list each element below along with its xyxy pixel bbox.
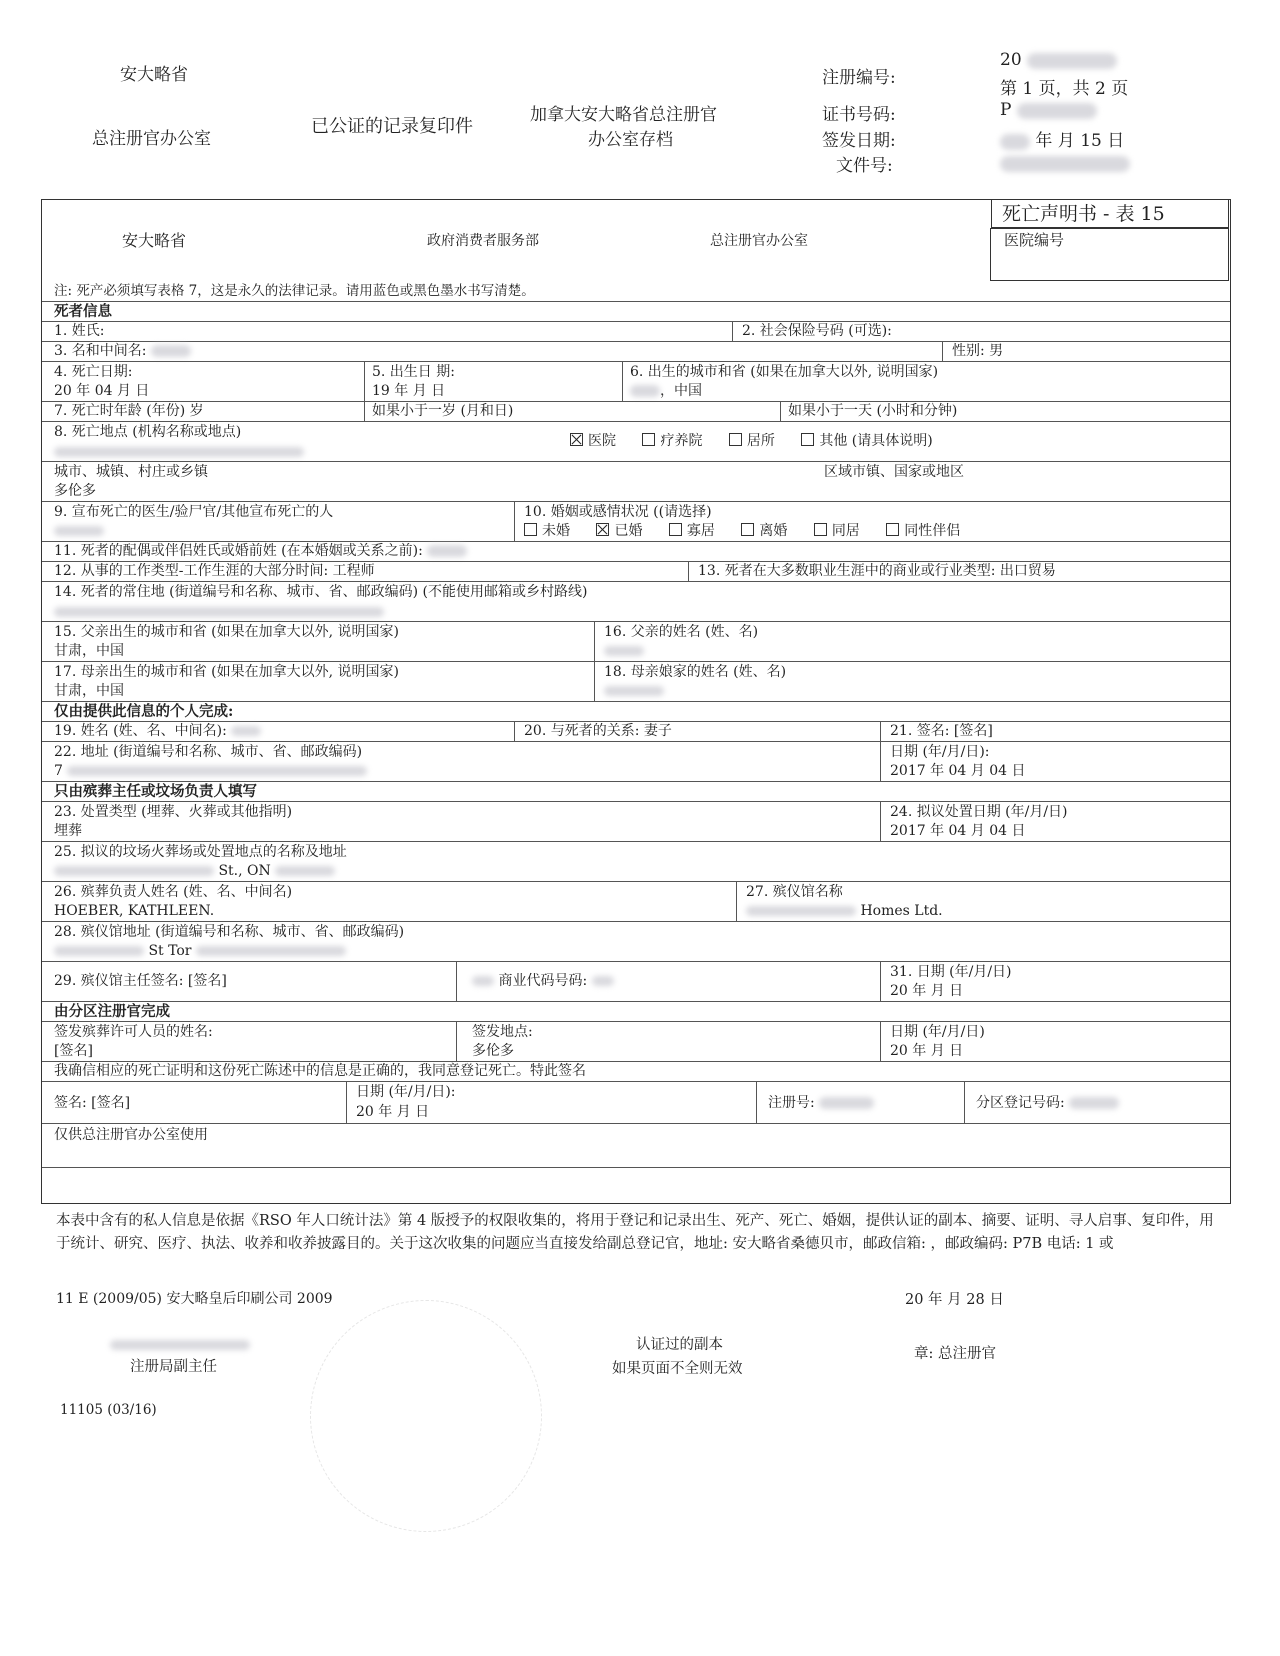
director-name-value: HOEBER, KATHLEEN. bbox=[54, 903, 215, 919]
father-birthplace-value: 甘肃，中国 bbox=[54, 643, 124, 659]
certification-date: 20 年 月 28 日 bbox=[905, 1292, 1004, 1308]
pronouncer-redacted bbox=[54, 522, 104, 541]
row-mother bbox=[42, 661, 1230, 701]
field-funeral-home-address: 28. 殡仪馆地址 (街道编号和名称、城市、省、邮政编码) bbox=[54, 924, 405, 940]
form-title: 死亡声明书 - 表 15 bbox=[1002, 203, 1165, 225]
father-name-redacted bbox=[604, 642, 644, 661]
archive-line-1: 加拿大安大略省总注册官 bbox=[530, 105, 717, 125]
printer-line: 11 E (2009/05) 安大略皇后印刷公司 2009 bbox=[56, 1291, 333, 1307]
row-issuer bbox=[42, 1021, 1230, 1061]
row-occupation bbox=[42, 561, 1230, 581]
field-informant-address: 22. 地址 (街道编号和名称、城市、省、邮政编码) bbox=[54, 744, 363, 760]
issue-date-label: 签发日期: bbox=[822, 131, 896, 151]
row-informant-address bbox=[42, 741, 1230, 781]
issue-date-form-value: 20 年 月 日 bbox=[890, 1043, 964, 1059]
field-birth-date: 5. 出生日 期: bbox=[372, 364, 455, 380]
row-city bbox=[42, 461, 1230, 501]
option-nursing-home: 疗养院 bbox=[642, 433, 702, 449]
section-funeral-title: 只由殡葬主任或坟场负责人填写 bbox=[54, 783, 257, 800]
mother-birthplace-value: 甘肃，中国 bbox=[54, 683, 124, 699]
field-disposition: 23. 处置类型 (埋葬、火葬或其他指明) bbox=[54, 804, 293, 820]
page-count: 第 1 页，共 2 页 bbox=[1000, 79, 1129, 99]
row-pronouncer bbox=[42, 501, 1230, 541]
field-residence: 14. 死者的常住地 (街道编号和名称、城市、省、邮政编码) (不能使用邮箱或乡村路线) bbox=[54, 584, 588, 600]
seal-label: 章: 总注册官 bbox=[914, 1346, 996, 1362]
death-date-value: 20 年 04 月 日 bbox=[54, 383, 150, 399]
option-same-sex: 同性伴侣 bbox=[886, 523, 960, 539]
field-age-hours: 如果小于一天 (小时和分钟) bbox=[788, 403, 958, 419]
field-pronouncer: 9. 宣布死亡的医生/验尸官/其他宣布死亡的人 bbox=[54, 504, 334, 520]
field-issuer: 签发殡葬许可人员的姓名: bbox=[54, 1024, 213, 1040]
archive-line-2: 办公室存档 bbox=[588, 130, 673, 150]
cemetery-value: St., ON bbox=[54, 862, 335, 881]
registrar-date-value: 20 年 月 日 bbox=[356, 1104, 430, 1120]
funeral-home-value: Homes Ltd. bbox=[746, 902, 943, 921]
residence-redacted bbox=[54, 603, 384, 622]
row-funeral-home-address bbox=[42, 921, 1230, 961]
row-spouse bbox=[42, 541, 1230, 561]
certified-copy-label: 认证过的副本 bbox=[636, 1337, 723, 1353]
informant-address-value: 7 bbox=[54, 762, 367, 781]
field-given-name: 3. 名和中间名: bbox=[54, 342, 191, 361]
place-options bbox=[570, 432, 955, 451]
row-residence bbox=[42, 581, 1230, 621]
file-no-redacted bbox=[1000, 153, 1130, 172]
office-use-label: 仅供总注册官办公室使用 bbox=[54, 1127, 208, 1143]
disposition-date-value: 2017 年 04 月 04 日 bbox=[890, 823, 1026, 839]
field-surname: 1. 姓氏: bbox=[54, 323, 105, 339]
field-division-reg-no: 分区登记号码: bbox=[976, 1094, 1119, 1113]
row-given-name bbox=[42, 341, 1230, 361]
embossed-seal bbox=[310, 1300, 542, 1532]
field-cemetery: 25. 拟议的坟场火葬场或处置地点的名称及地址 bbox=[54, 844, 347, 860]
form-ministry: 政府消费者服务部 bbox=[427, 233, 539, 249]
field-informant-name: 19. 姓名 (姓、名、中间名): bbox=[54, 722, 261, 741]
row-age bbox=[42, 401, 1230, 421]
field-age: 7. 死亡时年龄 (年份) 岁 bbox=[54, 403, 204, 419]
invalid-notice: 如果页面不全则无效 bbox=[612, 1361, 743, 1377]
field-informant-date: 日期 (年/月/日): bbox=[890, 744, 990, 760]
field-relationship: 20. 与死者的关系: 妻子 bbox=[524, 723, 672, 739]
director-date-value: 20 年 月 日 bbox=[890, 983, 964, 999]
disposition-value: 埋葬 bbox=[54, 823, 82, 839]
field-occupation: 12. 从事的工作类型-工作生涯的大部分时间: 工程师 bbox=[54, 563, 375, 579]
place-of-death-redacted bbox=[54, 443, 304, 462]
privacy-notice: 本表中含有的私人信息是依据《RSO 年人口统计法》第 4 版授予的权限收集的，将用于登记和记录出生、死产、死亡、婚姻，提供认证的副本、摘要、证明、寻人启事、复印件，用于统计、研究、医疗、执法、收养和收养披露目的。关于这次收集的问题应当直接发给副总登记官，地址: 安大略省桑德贝市，邮政信箱: ，邮政编码: P7B 电话: 1 或 bbox=[56, 1213, 1214, 1252]
cert-no-value: P bbox=[1000, 100, 1097, 120]
issuer-signature: [签名] bbox=[54, 1043, 93, 1059]
form-office: 总注册官办公室 bbox=[710, 233, 808, 249]
form-note: 注: 死产必须填写表格 7，这是永久的法律记录。请用蓝色或黑色墨水书写清楚。 bbox=[54, 283, 535, 299]
field-sin: 2. 社会保险号码 (可选): bbox=[742, 323, 892, 339]
section-deceased-title: 死者信息 bbox=[54, 303, 112, 320]
row-place-of-death bbox=[42, 421, 1230, 461]
field-informant-signature: 21. 签名: [签名] bbox=[890, 723, 993, 739]
section-informant-title: 仅由提供此信息的个人完成: bbox=[54, 703, 234, 720]
field-registrar-date: 日期 (年/月/日): bbox=[356, 1084, 456, 1100]
option-residence: 居所 bbox=[729, 433, 775, 449]
reg-no-label: 注册编号: bbox=[822, 68, 896, 88]
registrar-signature: 签名: [签名] bbox=[54, 1095, 131, 1111]
section-division bbox=[42, 1001, 1230, 1021]
row-office-use bbox=[42, 1123, 1230, 1168]
issue-place-value: 多伦多 bbox=[472, 1043, 514, 1059]
row-dates bbox=[42, 361, 1230, 401]
form-province: 安大略省 bbox=[122, 231, 187, 250]
section-funeral bbox=[42, 781, 1230, 801]
section-division-title: 由分区注册官完成 bbox=[54, 1003, 170, 1020]
informant-date-value: 2017 年 04 月 04 日 bbox=[890, 763, 1026, 779]
field-director-signature: 29. 殡仪馆主任签名: [签名] bbox=[54, 973, 227, 989]
confirmation-text: 我确信相应的死亡证明和这份死亡陈述中的信息是正确的，我同意登记死亡。特此签名 bbox=[54, 1063, 586, 1079]
field-father-birthplace: 15. 父亲出生的城市和省 (如果在加拿大以外, 说明国家) bbox=[54, 624, 399, 640]
deputy-title: 注册局副主任 bbox=[130, 1359, 217, 1375]
option-single: 未婚 bbox=[524, 523, 570, 539]
marital-options bbox=[524, 522, 982, 541]
funeral-home-address-value: St Tor bbox=[54, 942, 346, 961]
reg-no-value: 20 bbox=[1000, 50, 1117, 70]
mother-name-redacted bbox=[604, 682, 664, 701]
section-deceased bbox=[42, 301, 1230, 321]
option-other: 其他 (请具体说明) bbox=[801, 433, 932, 449]
birthplace-value: ，中国 bbox=[630, 382, 702, 401]
field-mother-name: 18. 母亲娘家的姓名 (姓、名) bbox=[604, 664, 787, 680]
top-office: 总注册官办公室 bbox=[92, 129, 211, 149]
field-funeral-home: 27. 殡仪馆名称 bbox=[746, 884, 843, 900]
form-code: 11105 (03/16) bbox=[60, 1402, 157, 1418]
field-sex: 性别: 男 bbox=[952, 343, 1004, 359]
field-mother-birthplace: 17. 母亲出生的城市和省 (如果在加拿大以外, 说明国家) bbox=[54, 664, 399, 680]
field-business-code: 商业代码号码: bbox=[472, 972, 614, 991]
row-surname bbox=[42, 321, 1230, 341]
row-informant bbox=[42, 721, 1230, 741]
field-death-date: 4. 死亡日期: bbox=[54, 364, 133, 380]
option-married: 已婚 bbox=[596, 523, 642, 539]
field-spouse: 11. 死者的配偶或伴侣姓氏或婚前姓 (在本婚姻或关系之前): bbox=[54, 542, 467, 561]
field-issue-date: 日期 (年/月/日) bbox=[890, 1024, 985, 1040]
field-registration-no: 注册号: bbox=[768, 1094, 874, 1113]
field-director-name: 26. 殡葬负责人姓名 (姓、名、中间名) bbox=[54, 884, 293, 900]
field-director-date: 31. 日期 (年/月/日) bbox=[890, 964, 1012, 980]
field-age-months: 如果小于一岁 (月和日) bbox=[372, 403, 514, 419]
death-statement-form bbox=[41, 199, 1231, 1204]
certified-copy-title: 已公证的记录复印件 bbox=[311, 116, 473, 137]
top-province: 安大略省 bbox=[120, 65, 188, 85]
issue-date-value: 年 月 15 日 bbox=[1000, 126, 1124, 151]
row-cemetery bbox=[42, 841, 1230, 881]
row-disposition bbox=[42, 801, 1230, 841]
cert-no-label: 证书号码: bbox=[822, 105, 896, 125]
field-city: 城市、城镇、村庄或乡镇 bbox=[54, 464, 208, 480]
field-marital: 10. 婚姻或感情状况 ((请选择) bbox=[524, 504, 712, 520]
city-value: 多伦多 bbox=[54, 483, 96, 499]
deputy-signature bbox=[110, 1334, 250, 1353]
row-registrar bbox=[42, 1081, 1230, 1123]
birth-date-value: 19 年 月 日 bbox=[372, 383, 446, 399]
row-director bbox=[42, 881, 1230, 921]
hospital-no-label: 医院编号 bbox=[1004, 231, 1065, 249]
field-region: 区域市镇、国家或地区 bbox=[824, 464, 964, 480]
option-hospital: 医院 bbox=[570, 433, 616, 449]
field-father-name: 16. 父亲的姓名 (姓、名) bbox=[604, 624, 759, 640]
field-industry: 13. 死者在大多数职业生涯中的商业或行业类型: 出口贸易 bbox=[698, 563, 1056, 579]
file-no-label: 文件号: bbox=[836, 156, 893, 176]
row-father bbox=[42, 621, 1230, 661]
row-confirmation bbox=[42, 1061, 1230, 1081]
field-birthplace: 6. 出生的城市和省 (如果在加拿大以外, 说明国家) bbox=[630, 364, 939, 380]
option-divorced: 离婚 bbox=[741, 523, 787, 539]
section-informant bbox=[42, 701, 1230, 721]
field-place-of-death: 8. 死亡地点 (机构名称或地点) bbox=[54, 424, 242, 440]
field-issue-place: 签发地点: bbox=[472, 1024, 533, 1040]
field-disposition-date: 24. 拟议处置日期 (年/月/日) bbox=[890, 804, 1068, 820]
option-cohabiting: 同居 bbox=[814, 523, 860, 539]
row-director-signature bbox=[42, 961, 1230, 1001]
option-widowed: 寡居 bbox=[669, 523, 715, 539]
